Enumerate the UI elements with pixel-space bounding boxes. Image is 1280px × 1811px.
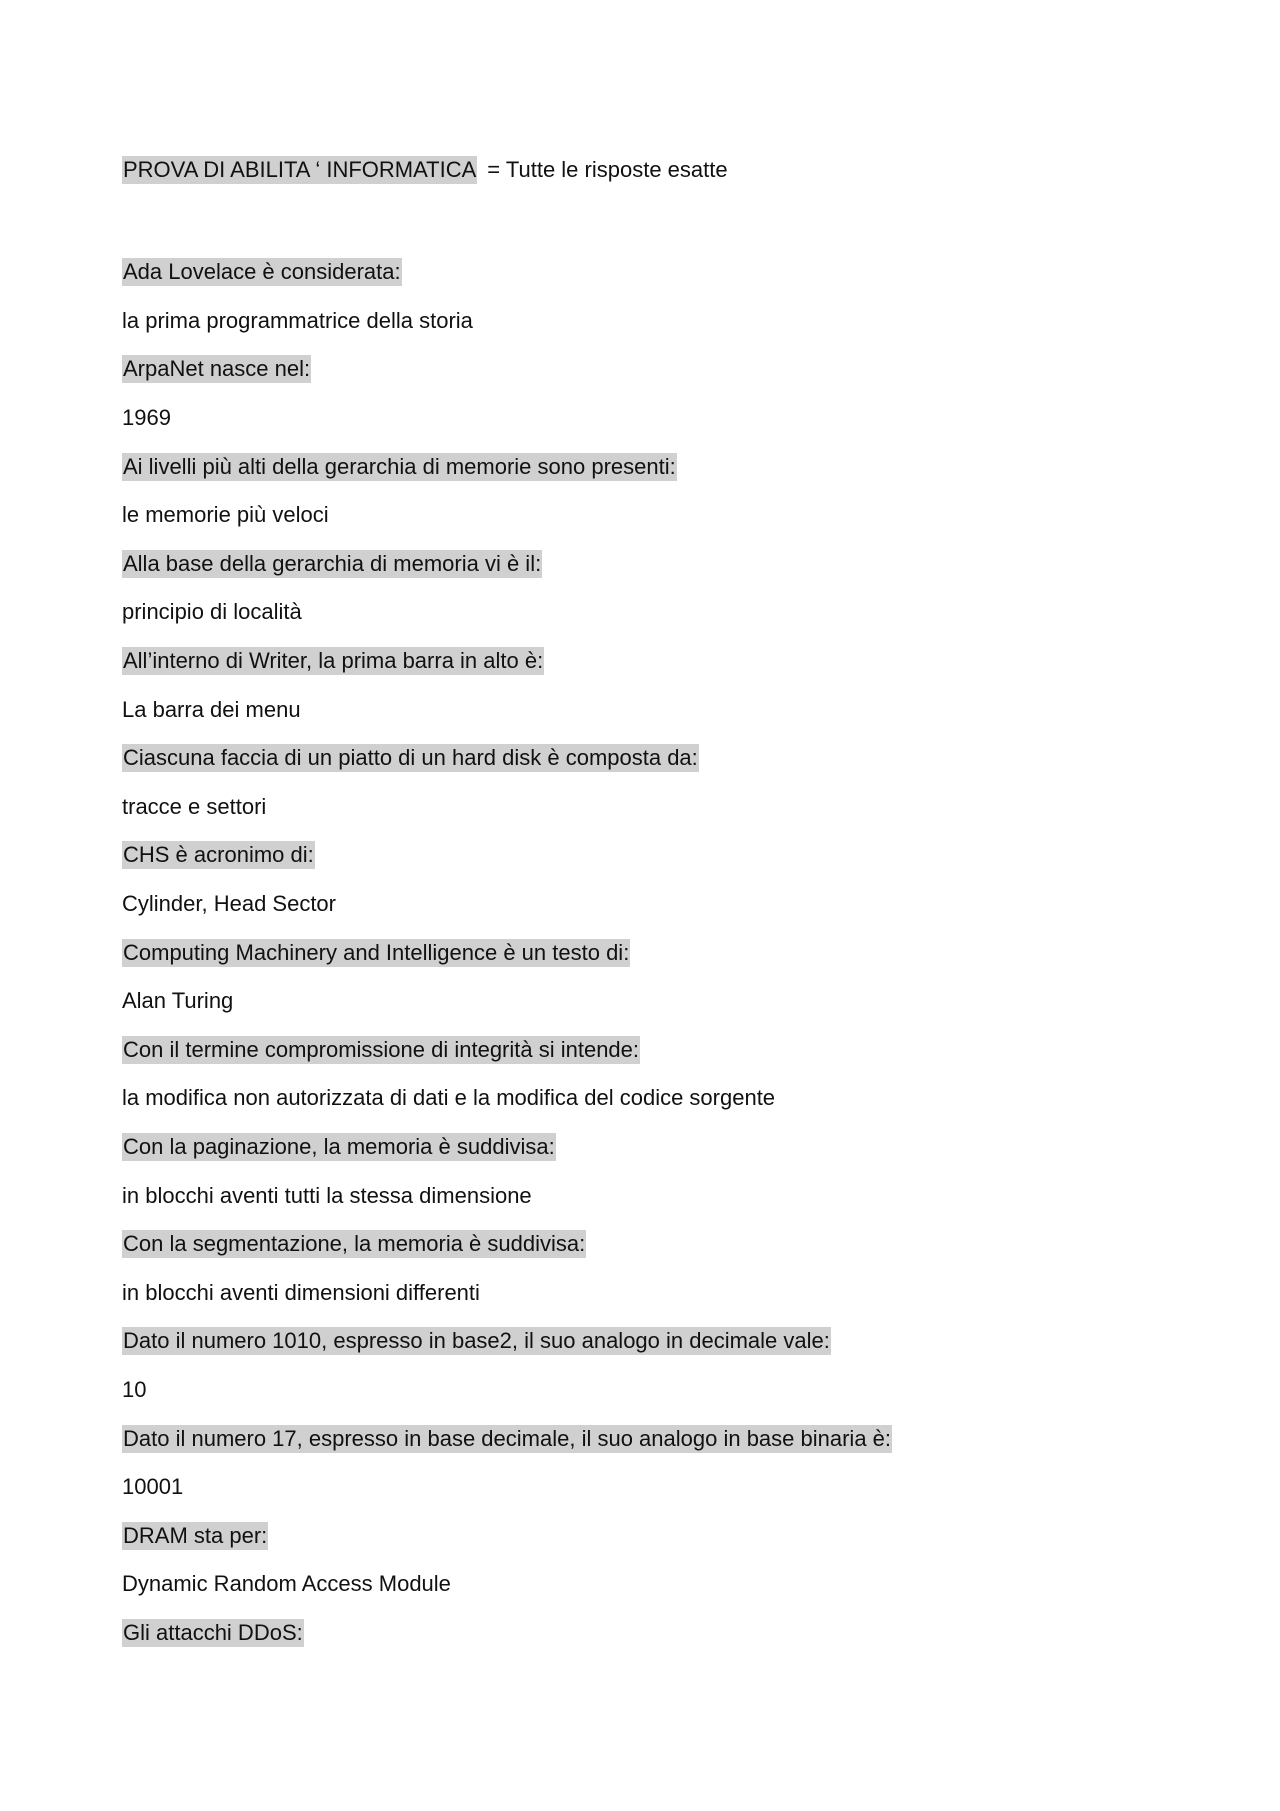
document-body [122,150,1162,1657]
answer-text: le memorie più veloci [122,502,329,528]
answer-text: tracce e settori [122,793,267,819]
title-suffix: = Tutte le risposte esatte [487,157,728,182]
answer-text: la prima programmatrice della storia [122,307,473,333]
question-text [122,1220,1162,1269]
question-text [122,734,1162,783]
answer-text: Alan Turing [122,988,234,1014]
question-highlight: Con la segmentazione, la memoria è suddivisa: [123,1231,586,1257]
question-text [122,442,1162,491]
answer-text: 10 [122,1376,147,1402]
spacer [122,190,1162,248]
answer-text: in blocchi aventi tutti la stessa dimensione [122,1182,532,1208]
answer-text: in blocchi aventi dimensioni differenti [122,1279,480,1305]
question-highlight: Ciascuna faccia di un piatto di un hard disk è composta da: [123,745,698,771]
question-text [122,831,1162,880]
question-highlight: ArpaNet nasce nel: [123,356,311,382]
question-text [122,1511,1162,1560]
answer-text: 1969 [122,405,171,431]
answer-text: 10001 [122,1474,184,1500]
answer-text: La barra dei menu [122,696,301,722]
answer-text: Dynamic Random Access Module [122,1571,451,1597]
question-highlight: Con il termine compromissione di integrità si intende: [123,1036,640,1062]
question-text [122,1026,1162,1075]
question-highlight: Computing Machinery and Intelligence è un testo di: [123,939,630,965]
question-text [122,345,1162,394]
question-text [122,1317,1162,1366]
answer-text: Cylinder, Head Sector [122,891,336,917]
question-text [122,540,1162,589]
question-highlight: Gli attacchi DDoS: [123,1619,303,1645]
title-highlighted: PROVA DI ABILITA ‘ INFORMATICA [123,157,477,182]
question-text [122,637,1162,686]
question-text [122,928,1162,977]
question-highlight: CHS è acronimo di: [123,842,314,868]
answer-text: la modifica non autorizzata di dati e la modifica del codice sorgente [122,1085,776,1111]
answer-text: principio di località [122,599,302,625]
question-highlight: Dato il numero 1010, espresso in base2, il suo analogo in decimale vale: [123,1328,830,1354]
question-highlight: Con la paginazione, la memoria è suddivisa: [123,1133,555,1159]
final-question-text [122,1609,1162,1658]
question-highlight: Alla base della gerarchia di memoria vi è il: [123,550,542,576]
question-text [122,248,1162,297]
question-highlight: DRAM sta per: [123,1522,268,1548]
question-highlight: All’interno di Writer, la prima barra in alto è: [123,648,544,674]
document-title [122,150,1162,190]
question-text [122,1414,1162,1463]
question-highlight: Ada Lovelace è considerata: [123,259,401,285]
question-highlight: Ai livelli più alti della gerarchia di memorie sono presenti: [123,453,676,479]
question-highlight: Dato il numero 17, espresso in base decimale, il suo analogo in base binaria è: [123,1425,892,1451]
question-text [122,1123,1162,1172]
